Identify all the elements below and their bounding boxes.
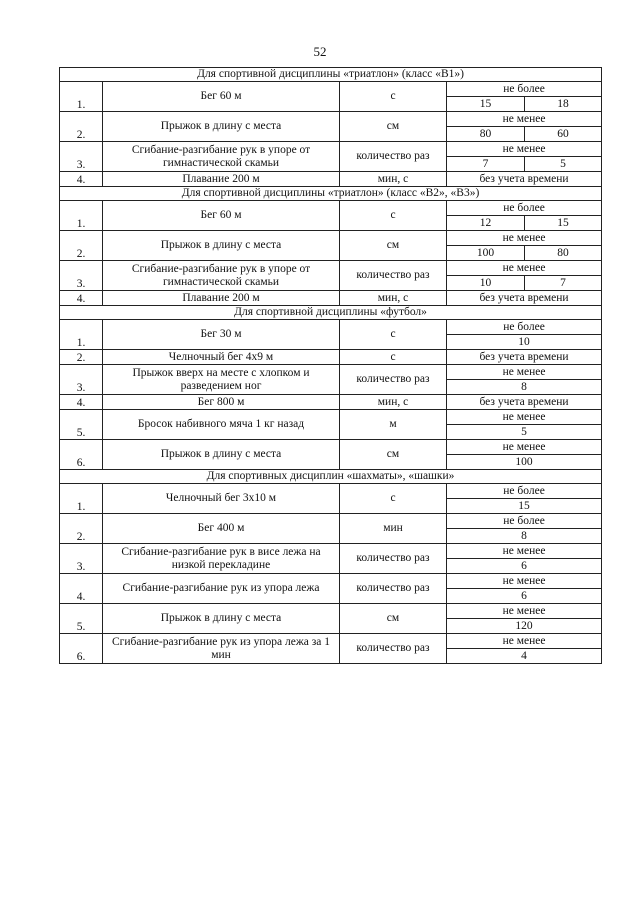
condition-label: не более	[447, 82, 602, 97]
exercise-name: Бег 400 м	[103, 514, 340, 544]
table-row	[60, 514, 602, 529]
exercise-name: Прыжок вверх на месте с хлопком и разведением ног	[103, 365, 340, 395]
table-row	[60, 231, 602, 246]
exercise-name: Бег 60 м	[103, 82, 340, 112]
table-row	[60, 395, 602, 410]
condition-label: не менее	[447, 544, 602, 559]
unit: см	[340, 440, 447, 470]
unit: мин, с	[340, 291, 447, 306]
row-number: 3.	[60, 142, 103, 172]
standard-value: 100	[447, 455, 602, 470]
table-row	[60, 634, 602, 649]
row-number: 2.	[60, 231, 103, 261]
table-row	[60, 112, 602, 127]
exercise-name: Сгибание-разгибание рук в висе лежа на низкой перекладине	[103, 544, 340, 574]
row-number: 1.	[60, 201, 103, 231]
exercise-name: Бег 30 м	[103, 320, 340, 350]
row-number: 3.	[60, 365, 103, 395]
table-row	[60, 604, 602, 619]
standards-table	[59, 67, 602, 664]
standard-value: 120	[447, 619, 602, 634]
unit: количество раз	[340, 261, 447, 291]
unit: мин, с	[340, 172, 447, 187]
standard-value: 5	[525, 157, 602, 172]
exercise-name: Прыжок в длину с места	[103, 112, 340, 142]
row-number: 1.	[60, 320, 103, 350]
row-number: 6.	[60, 440, 103, 470]
exercise-name: Плавание 200 м	[103, 172, 340, 187]
standard-value: 15	[447, 499, 602, 514]
standard-value: 8	[447, 380, 602, 395]
table-row	[60, 172, 602, 187]
condition-label: не менее	[447, 142, 602, 157]
standard-value: 80	[525, 246, 602, 261]
row-number: 2.	[60, 514, 103, 544]
row-number: 2.	[60, 112, 103, 142]
unit: с	[340, 82, 447, 112]
standard-value: 10	[447, 276, 525, 291]
exercise-name: Сгибание-разгибание рук из упора лежа	[103, 574, 340, 604]
exercise-name: Бег 800 м	[103, 395, 340, 410]
standard-value: без учета времени	[447, 395, 602, 410]
unit: количество раз	[340, 574, 447, 604]
section-title: Для спортивных дисциплин «шахматы», «шашки»	[60, 470, 602, 484]
condition-label: не менее	[447, 574, 602, 589]
exercise-name: Сгибание-разгибание рук из упора лежа за 1 мин	[103, 634, 340, 664]
row-number: 5.	[60, 604, 103, 634]
unit: с	[340, 484, 447, 514]
standard-value: 60	[525, 127, 602, 142]
row-number: 1.	[60, 484, 103, 514]
standard-value: 10	[447, 335, 602, 350]
exercise-name: Прыжок в длину с места	[103, 604, 340, 634]
table-row	[60, 365, 602, 380]
exercise-name: Сгибание-разгибание рук в упоре от гимнастической скамьи	[103, 261, 340, 291]
unit: м	[340, 410, 447, 440]
condition-label: не менее	[447, 231, 602, 246]
standard-value: 5	[447, 425, 602, 440]
row-number: 4.	[60, 574, 103, 604]
table-row	[60, 291, 602, 306]
exercise-name: Прыжок в длину с места	[103, 231, 340, 261]
unit: см	[340, 112, 447, 142]
exercise-name: Бросок набивного мяча 1 кг назад	[103, 410, 340, 440]
section-title: Для спортивной дисциплины «триатлон» (класс «В1»)	[60, 68, 602, 82]
standard-value: без учета времени	[447, 350, 602, 365]
section-header-row	[60, 306, 602, 320]
row-number: 6.	[60, 634, 103, 664]
condition-label: не более	[447, 320, 602, 335]
condition-label: не более	[447, 514, 602, 529]
exercise-name: Сгибание-разгибание рук в упоре от гимнастической скамьи	[103, 142, 340, 172]
exercise-name: Бег 60 м	[103, 201, 340, 231]
standard-value: 4	[447, 649, 602, 664]
row-number: 3.	[60, 544, 103, 574]
row-number: 3.	[60, 261, 103, 291]
section-title: Для спортивной дисциплины «футбол»	[60, 306, 602, 320]
unit: см	[340, 604, 447, 634]
standard-value: 7	[447, 157, 525, 172]
exercise-name: Челночный бег 4х9 м	[103, 350, 340, 365]
condition-label: не менее	[447, 261, 602, 276]
table-row	[60, 82, 602, 97]
standard-value: без учета времени	[447, 291, 602, 306]
table-row	[60, 261, 602, 276]
standard-value: 7	[525, 276, 602, 291]
row-number: 4.	[60, 291, 103, 306]
row-number: 4.	[60, 172, 103, 187]
table-row	[60, 142, 602, 157]
standard-value: 100	[447, 246, 525, 261]
condition-label: не более	[447, 201, 602, 216]
section-title: Для спортивной дисциплины «триатлон» (класс «В2», «В3»)	[60, 187, 602, 201]
table-row	[60, 410, 602, 425]
unit: с	[340, 320, 447, 350]
unit: количество раз	[340, 544, 447, 574]
standard-value: 15	[447, 97, 525, 112]
table-row	[60, 350, 602, 365]
page-number: 52	[313, 44, 327, 59]
section-header-row	[60, 68, 602, 82]
section-header-row	[60, 470, 602, 484]
table-row	[60, 201, 602, 216]
unit: см	[340, 231, 447, 261]
unit: мин, с	[340, 395, 447, 410]
standard-value: без учета времени	[447, 172, 602, 187]
standard-value: 6	[447, 559, 602, 574]
row-number: 5.	[60, 410, 103, 440]
exercise-name: Плавание 200 м	[103, 291, 340, 306]
table-row	[60, 320, 602, 335]
table-row	[60, 574, 602, 589]
table-row	[60, 440, 602, 455]
unit: количество раз	[340, 142, 447, 172]
row-number: 1.	[60, 82, 103, 112]
unit: количество раз	[340, 365, 447, 395]
condition-label: не менее	[447, 365, 602, 380]
table-row	[60, 544, 602, 559]
standard-value: 6	[447, 589, 602, 604]
standard-value: 18	[525, 97, 602, 112]
row-number: 4.	[60, 395, 103, 410]
exercise-name: Прыжок в длину с места	[103, 440, 340, 470]
condition-label: не менее	[447, 440, 602, 455]
condition-label: не менее	[447, 604, 602, 619]
condition-label: не менее	[447, 634, 602, 649]
unit: мин	[340, 514, 447, 544]
condition-label: не менее	[447, 410, 602, 425]
exercise-name: Челночный бег 3х10 м	[103, 484, 340, 514]
table-body	[60, 68, 602, 664]
table-row	[60, 484, 602, 499]
condition-label: не более	[447, 484, 602, 499]
unit: количество раз	[340, 634, 447, 664]
unit: с	[340, 350, 447, 365]
unit: с	[340, 201, 447, 231]
condition-label: не менее	[447, 112, 602, 127]
standard-value: 80	[447, 127, 525, 142]
standard-value: 8	[447, 529, 602, 544]
section-header-row	[60, 187, 602, 201]
row-number: 2.	[60, 350, 103, 365]
standard-value: 12	[447, 216, 525, 231]
standard-value: 15	[525, 216, 602, 231]
